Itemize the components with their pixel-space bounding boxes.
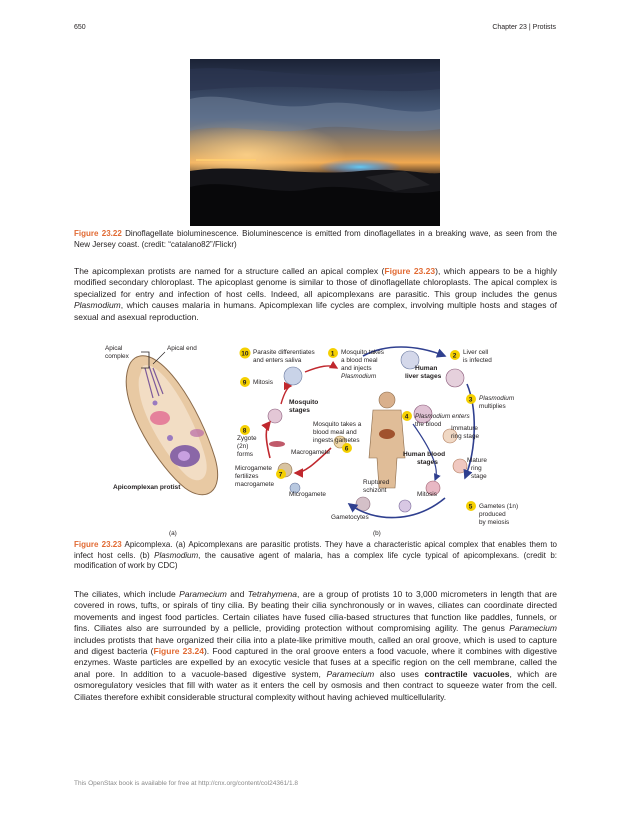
bioluminescence-photo <box>190 59 440 226</box>
ruptured-label: Ruptured <box>363 479 390 486</box>
step-7-number: 7 <box>278 471 283 479</box>
mitosis-blood-label: Mitosis <box>417 491 437 498</box>
step-1-text: Plasmodium <box>341 373 377 380</box>
step-5-text: produced <box>479 511 506 518</box>
mature-label: ring <box>471 465 482 472</box>
gametocytes-label: Gametocytes <box>331 514 369 521</box>
immature-label: ring stage <box>451 433 480 440</box>
mature-label: stage <box>471 473 487 480</box>
footer-note: This OpenStax book is available for free at http://cnx.org/content/col24361/1.8 <box>74 780 299 787</box>
mitosis-blood-icon <box>399 500 411 512</box>
step-4-line: Plasmodium enters <box>415 413 470 420</box>
step-8-number: 8 <box>242 427 247 435</box>
italic-term: Plasmodium <box>74 300 121 311</box>
step-6-text: Mosquito takes a <box>313 421 362 428</box>
step-5-text: Gametes (1n) <box>479 503 519 510</box>
text: The ciliates, which include <box>74 589 180 599</box>
italic-term: Paramecium <box>509 623 557 634</box>
sporozoites-icon <box>284 367 302 385</box>
step-9-number: 9 <box>242 379 247 387</box>
text: , which are osmoregulatory vesicles that fill with water as it enters the cell by osmosis and then contract to squeeze water from the cell. Ciliates therefore exhibit considerable structural complexity without having achieved multicellularity. <box>74 668 557 702</box>
bold-term: contractile vacuoles <box>424 668 510 679</box>
step-3-text: Plasmodium <box>479 395 515 402</box>
text: , are a group of protists 10 to 3,000 micrometers in length that are covered in rows, tufts, or spirals of tiny cilia. By beating their cilia synchronously or in waves, ciliates can coordinate directed movements and ingest food particles. Certain ciliates have fused cilia-based structures that function like paddles, funnels, or fins. Ciliates also are surrounded by a pellicle, providing protection without compromising agility. The genus <box>74 589 557 634</box>
step-8-text: forms <box>237 451 253 458</box>
italic-term: Plasmodium <box>154 550 199 560</box>
microgamete-label: Microgamete <box>289 491 326 498</box>
figure-link[interactable]: Figure 23.24 <box>153 646 204 657</box>
text: , which causes malaria in humans. Apicomplexan life cycles are complex, involving multiple hosts and stages of sexual and asexual reproduction. <box>74 300 557 322</box>
step-9-text: Mitosis <box>253 379 273 386</box>
apicomplexan-protist-cell <box>126 356 217 495</box>
caption-text: Dinoflagellate bioluminescence. Bioluminescence is emitted from dinoflagellates in a breaking wave, as seen from the New Jersey coast. (credit: “catalano82”/Flickr) <box>74 229 558 249</box>
step-7-text: fertilizes <box>235 473 259 480</box>
protist-title: Apicomplexan protist <box>113 484 181 491</box>
step-5-text: by meiosis <box>479 519 510 526</box>
step-6-text: blood meal and <box>313 429 357 436</box>
italic-term: Paramecium <box>326 668 375 679</box>
apicomplexa-diagram <box>105 338 525 538</box>
step-4-number: 4 <box>404 413 409 421</box>
step-2-text: is infected <box>463 357 492 364</box>
caption-text: , the causative agent of malaria, has a complex life cycle typical of apicomplexans. (credit b: modification of work by CDC) <box>74 550 558 570</box>
figure-23-22-caption <box>74 229 557 250</box>
italic-term: Paramecium <box>179 589 227 599</box>
chapter-header: Chapter 23 | Protists <box>492 24 556 31</box>
label-apical: Apical <box>105 345 123 352</box>
step-3-text: multiplies <box>479 403 506 410</box>
immature-label: Immature <box>451 425 478 432</box>
panel-a-label: (a) <box>169 530 177 537</box>
step-7-text: Microgamete <box>235 465 272 472</box>
mosquito-stages-title: stages <box>289 407 310 414</box>
infected-cell-icon <box>446 369 464 387</box>
step-10-text: and enters saliva <box>253 357 302 364</box>
step-3-number: 3 <box>468 396 473 404</box>
figure-link[interactable]: Figure 23.23 <box>384 266 436 276</box>
liver-stages-title: liver stages <box>405 373 442 380</box>
step-8-text: (2n) <box>237 443 249 450</box>
blood-stages-title: Human blood <box>403 451 446 458</box>
figure-label: Figure 23.22 <box>74 229 122 238</box>
step-2-number: 2 <box>452 352 457 360</box>
step-6-text: ingests gametes <box>313 437 360 444</box>
step-1-text: a blood meal <box>341 357 378 364</box>
mature-ring-icon <box>453 459 467 473</box>
text: The apicomplexan protists are named for a structure called an apical complex ( <box>74 266 385 276</box>
figure-label: Figure 23.23 <box>74 540 122 549</box>
step-1-text: Mosquito takes <box>341 349 384 356</box>
page-number: 650 <box>74 24 86 31</box>
step-1-number: 1 <box>330 350 335 358</box>
step-8-text: Zygote <box>237 435 257 442</box>
mosquito-stages-title: Mosquito <box>289 399 319 406</box>
text: includes protists that have organized their cilia into a plate-like primitive mouth, called an oral groove, which is used to capture and digest bacteria ( <box>74 634 557 657</box>
paragraph-ciliates <box>74 589 557 703</box>
text: ), which appears to be a highly modified secondary chloroplast. The apicoplast genome is similar to those of dinoflagellate chloroplasts. The apical complex is specialized for entry and infection of host cells. Indeed, all apicomplexans are parasitic. This group includes the genus <box>74 266 558 299</box>
paragraph-apicomplexans <box>74 266 557 323</box>
text: also uses <box>374 668 425 679</box>
text: and <box>226 589 248 599</box>
panel-b-label: (b) <box>373 530 381 537</box>
figure-23-23-caption <box>74 540 557 572</box>
step-2-text: Liver cell <box>463 349 489 356</box>
text: ). Food captured in the oral groove enters a food vacuole, where it combines with digestive enzymes. Waste particles are expelled by an exocytic vesicle that fuses at a specific region on the cell membrane, called the anal pore. In addition to a vacuole-based digestive system, <box>74 646 557 679</box>
step-10-number: 10 <box>241 350 249 358</box>
italic-term: Tetrahymena <box>247 589 297 599</box>
blood-stages-title: stages <box>417 459 438 466</box>
liver-stages-title: Human <box>415 365 438 372</box>
label-complex: complex <box>105 353 129 360</box>
zygote-icon <box>269 441 285 447</box>
ruptured-label: schizont <box>363 487 387 494</box>
step-1-text: and injects <box>341 365 372 372</box>
step-4-text <box>415 413 471 420</box>
mature-label: Mature <box>467 457 487 464</box>
label-apical-end: Apical end <box>167 345 197 352</box>
step-10-text: Parasite differentiates <box>253 349 315 356</box>
step-4-text: the blood <box>415 421 442 428</box>
step-5-number: 5 <box>468 503 473 511</box>
step-7-text: macrogamete <box>235 481 275 488</box>
step-6-number: 6 <box>344 445 349 453</box>
caption-text: Apicomplexa. (a) Apicomplexans are parasitic protists. They have a characteristic apical complex that enables them to infect host cells. (b) <box>74 540 558 560</box>
human-figure <box>369 392 405 488</box>
oocyst-icon <box>268 409 282 423</box>
macrogamete-label: Macrogamete <box>291 449 331 456</box>
